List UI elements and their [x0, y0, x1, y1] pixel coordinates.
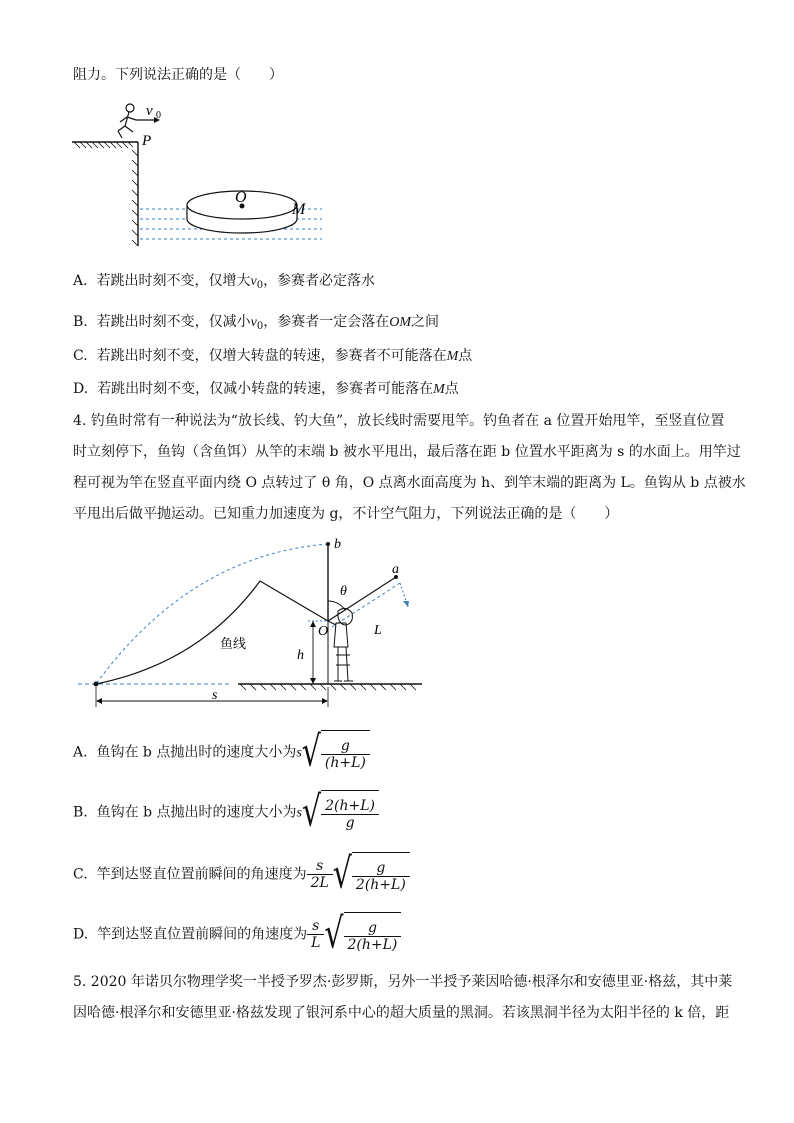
option-4c[interactable]: C. 竿到达竖直位置前瞬间的角速度为 $\frac{s}{2L}$ √ $\frac{g}{2(h+L)}$ — [73, 852, 410, 897]
option-4d[interactable]: D. 竿到达竖直位置前瞬间的角速度为 $\frac{s}{L}$ √ $\frac{g}{2(h+L)}$ — [73, 912, 401, 957]
distance-s-label: s — [212, 688, 218, 703]
question-3-stem-tail: 阻力。下列说法正确的是（ ） — [73, 67, 283, 83]
option-3c[interactable]: C. 若跳出时刻不变，仅增大转盘的转速，参赛者不可能落在M点 — [73, 348, 473, 364]
fisherman-figure — [328, 608, 353, 681]
landing-point — [94, 682, 99, 687]
question-5-line-2: 因哈德·根泽尔和安德里亚·格兹发现了银河系中心的超大质量的黑洞。若该黑洞半径为太阳半径的 k 倍，距 — [73, 1005, 730, 1021]
option-3a[interactable]: A. 若跳出时刻不变，仅增大$v_0$，参赛者必定落水 — [73, 273, 376, 291]
question-4-line-3: 程可视为竿在竖直平面内绕 O 点转过了 θ 角，O 点离水面高度为 h、到竿末端的距离为 L。鱼钩从 b 点被水 — [73, 475, 746, 491]
point-m-label: M — [292, 201, 306, 218]
height-h-label: h — [297, 648, 304, 663]
figure-rotating-disk — [70, 98, 340, 250]
point-p-label: P — [142, 133, 152, 149]
v0-label: v — [146, 103, 153, 119]
point-b-label: b — [334, 537, 341, 552]
point-a-label: a — [392, 562, 399, 577]
fishing-line-label: 鱼线 — [220, 636, 247, 651]
question-5-line-1: 5. 2020 年诺贝尔物理学奖一半授予罗杰·彭罗斯，另外一半授予莱因哈德·根泽尔和安德里亚·格兹，其中莱 — [73, 974, 733, 990]
fraction: $\frac{s}{L}$ — [307, 918, 324, 951]
option-3d[interactable]: D. 若跳出时刻不变，仅减小转盘的转速，参赛者可能落在M点 — [73, 381, 459, 397]
point-o-label: O — [318, 624, 329, 639]
sqrt-expression: √ $\frac{g}{2(h+L)}$ — [324, 912, 401, 957]
option-4a[interactable]: A. 鱼钩在 b 点抛出时的速度大小为s√ $\frac{g}{(h+L)}$ — [73, 730, 370, 775]
v0-subscript: 0 — [156, 110, 161, 121]
question-4-line-2: 时立刻停下，鱼钩（含鱼饵）从竿的末端 b 被水平甩出，最后落在距 b 位置水平距离为 s 的水面上。用竿过 — [73, 444, 741, 460]
option-4b[interactable]: B. 鱼钩在 b 点抛出时的速度大小为s√ $\frac{2(h+L)}{g}$ — [73, 790, 379, 835]
length-l-label: L — [374, 623, 382, 638]
jumper-figure — [118, 104, 136, 138]
figure-fishing-rod — [70, 535, 430, 715]
question-4-line-1: 4. 钓鱼时常有一种说法为“放长线、钓大鱼”，放长线时需要甩竿。钓鱼者在 a 位置开始甩竿，至竖直位置 — [73, 413, 725, 429]
option-3b[interactable]: B. 若跳出时刻不变，仅减小$v_0$，参赛者一定会落在OM之间 — [73, 314, 440, 332]
theta-label: θ — [340, 584, 347, 599]
point-o-label: O — [235, 189, 247, 206]
sqrt-expression: √ $\frac{g}{2(h+L)}$ — [333, 852, 410, 897]
sqrt-expression: √ $\frac{2(h+L)}{g}$ — [302, 790, 379, 835]
sqrt-expression: √ $\frac{g}{(h+L)}$ — [302, 730, 370, 775]
question-4-line-4: 平甩出后做平抛运动。已知重力加速度为 g，不计空气阻力，下列说法正确的是（ ） — [73, 506, 619, 522]
fraction: $\frac{s}{2L}$ — [307, 858, 333, 891]
